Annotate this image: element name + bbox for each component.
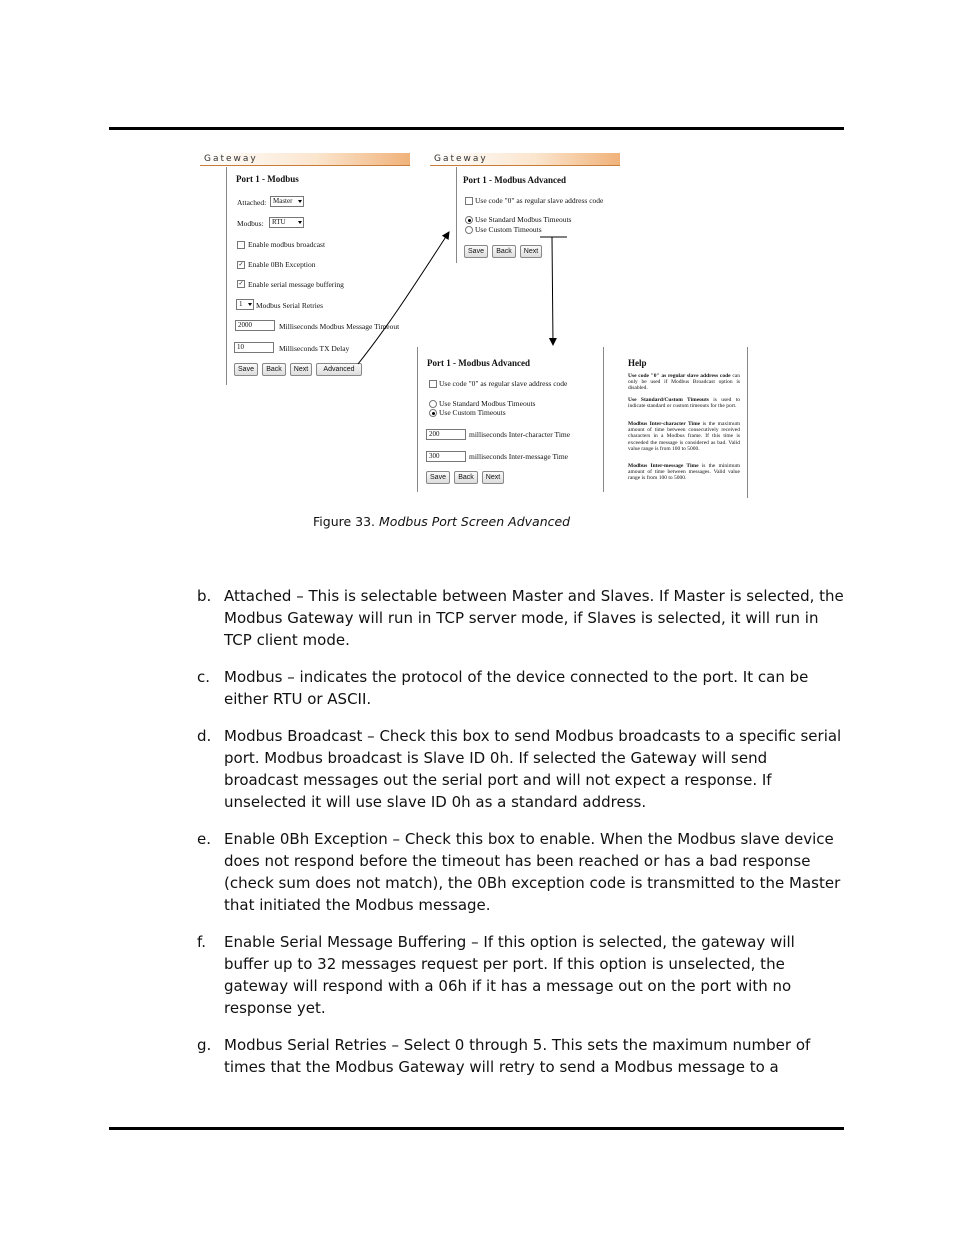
timeout-input[interactable]: 2000	[235, 320, 275, 331]
standard-timeouts-label: Use Standard Modbus Timeouts	[475, 215, 572, 224]
help-term: Use Standard/Custom Timeouts	[628, 397, 709, 403]
list-text: Enable Serial Message Buffering – If this option is selected, the gateway will buffer up to 32 messages request per port. If this option is unselected, the gateway will respond with a 06h if it has a message out on the port with no response yet.	[224, 933, 795, 1017]
list-marker: c.	[197, 668, 211, 686]
intermsg-input[interactable]: 300	[426, 451, 466, 462]
broadcast-label: Enable modbus broadcast	[248, 240, 326, 249]
caption-title: Modbus Port Screen Advanced	[379, 514, 571, 529]
exception-label: Enable 0Bh Exception	[248, 260, 316, 269]
next-button[interactable]: Next	[482, 471, 504, 484]
help-title: Help	[628, 358, 647, 368]
back-button[interactable]: Back	[262, 363, 286, 376]
list-text: Enable 0Bh Exception – Check this box to enable. When the Modbus slave device does not respond before the timeout has been reached or has a bad response (check sum does not match), the 0Bh exception code is transmitted to the Master that initiated the Modbus message.	[224, 830, 841, 914]
help-desc: is used to indicate standard or custom timeouts for the port.	[628, 397, 740, 410]
timeout-label: Milliseconds Modbus Message Timeout	[279, 322, 400, 331]
attached-value: Master	[273, 197, 293, 205]
exception-checkbox[interactable]: ✓	[238, 262, 244, 268]
arrow-custom-to-panel3	[552, 237, 557, 345]
interchar-label: milliseconds Inter-character Time	[469, 430, 571, 439]
buffering-label: Enable serial message buffering	[248, 280, 344, 289]
next-button[interactable]: Next	[290, 363, 312, 376]
intermsg-label: milliseconds Inter-message Time	[469, 452, 569, 461]
list-marker: g.	[197, 1036, 212, 1054]
custom-timeouts-label: Use Custom Timeouts	[475, 225, 542, 234]
list-text: Attached – This is selectable between Master and Slaves. If Master is selected, the Modbus Gateway will run in TCP server mode, if Slaves is selected, it will run in TCP client mode.	[224, 587, 844, 649]
panel-title: Port 1 - Modbus Advanced	[463, 175, 567, 185]
next-button[interactable]: Next	[520, 245, 542, 258]
help-term: Use code "0" as regular slave address code	[628, 373, 731, 379]
attached-label: Attached:	[237, 198, 267, 207]
help-desc: is the maximum amount of time between consecutively received characters in a Modbus frame. If this time is exceeded the message is considered as bad. Valid value range is from 100 to 5000.	[628, 421, 740, 452]
back-button[interactable]: Back	[492, 245, 516, 258]
advanced-button[interactable]: Advanced	[316, 363, 362, 376]
gateway-header: Gateway	[200, 153, 410, 166]
panel-title: Port 1 - Modbus Advanced	[427, 358, 531, 368]
gateway-header: Gateway	[430, 153, 620, 166]
retries-value: 1	[239, 300, 243, 308]
list-marker: e.	[197, 830, 211, 848]
txdelay-label: Milliseconds TX Delay	[279, 344, 350, 353]
list-text: Modbus – indicates the protocol of the device connected to the port. It can be either RTU or ASCII.	[224, 668, 809, 708]
list-marker: f.	[197, 933, 206, 951]
caption-number: Figure 33.	[313, 514, 376, 529]
help-desc: is the minimum amount of time between messages. Valid value range is from 100 to 5000.	[628, 463, 740, 482]
list-text: Modbus Broadcast – Check this box to send Modbus broadcasts to a specific serial port. Modbus broadcast is Slave ID 0h. If selected the Gateway will send broadcast messages out the serial port and will not expect a response. If unselected it will use slave ID 0h as a standard address.	[224, 727, 842, 811]
save-button[interactable]: Save	[234, 363, 258, 376]
footer-rule	[109, 1127, 844, 1130]
panel-title: Port 1 - Modbus	[236, 174, 299, 184]
interchar-input[interactable]: 200	[426, 429, 466, 440]
back-button[interactable]: Back	[454, 471, 478, 484]
help-term: Modbus Inter-message Time	[628, 463, 699, 469]
arrow-advanced-to-panel2	[358, 232, 449, 364]
list-marker: d.	[197, 727, 212, 745]
txdelay-input[interactable]: 10	[234, 342, 274, 353]
modbus-label: Modbus:	[237, 219, 264, 228]
retries-label: Modbus Serial Retries	[256, 301, 324, 310]
save-button[interactable]: Save	[426, 471, 450, 484]
code0-label: Use code "0" as regular slave address code	[439, 379, 568, 388]
modbus-value: RTU	[272, 218, 286, 226]
buffering-checkbox[interactable]: ✓	[238, 281, 244, 287]
help-term: Modbus Inter-character Time	[628, 421, 701, 427]
standard-timeouts-label: Use Standard Modbus Timeouts	[439, 399, 536, 408]
custom-timeouts-label: Use Custom Timeouts	[439, 408, 506, 417]
figure-caption	[313, 514, 570, 529]
help-desc: can only be used if Modbus Broadcast option is disabled.	[628, 373, 740, 392]
code0-label: Use code "0" as regular slave address code	[475, 196, 604, 205]
figure-arrows	[0, 0, 954, 560]
save-button[interactable]: Save	[464, 245, 488, 258]
list-text: Modbus Serial Retries – Select 0 through 5. This sets the maximum number of times that the Modbus Gateway will retry to send a Modbus message to a	[224, 1036, 811, 1076]
list-marker: b.	[197, 587, 212, 605]
